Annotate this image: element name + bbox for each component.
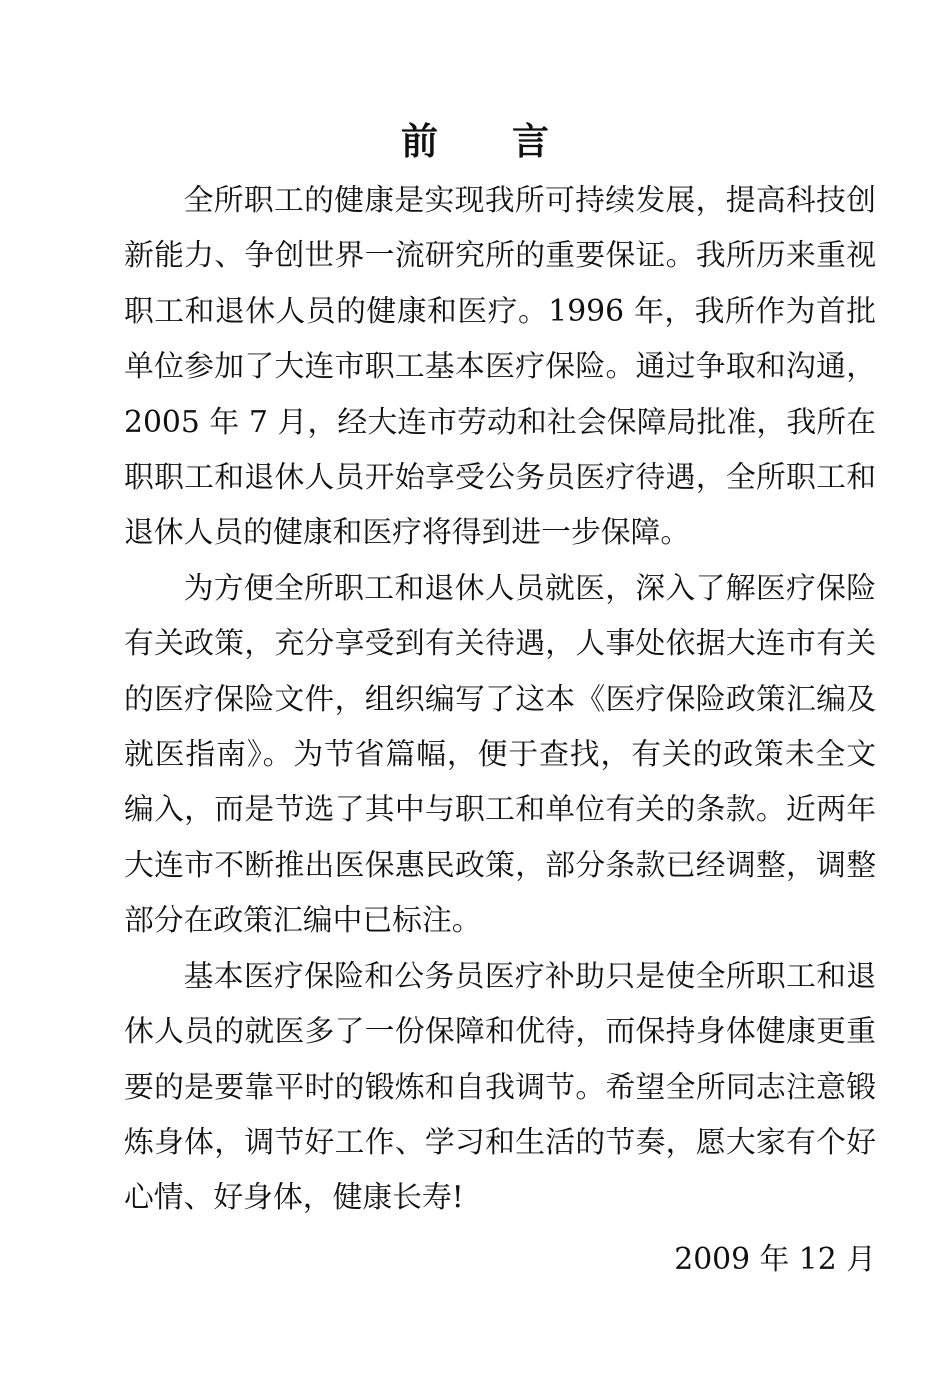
paragraph-1: 全所职工的健康是实现我所可持续发展，提高科技创新能力、争创世界一流研究所的重要保证。我所历来重视职工和退休人员的健康和医疗。1996 年，我所作为首批单位参加了大连市职工基本医疗保险。通过争取和沟通，2005 年 7 月，经大连市劳动和社会保障局批准，我所在职职工和退休人员开始享受公务员医疗待遇，全所职工和退休人员的健康和医疗将得到进一步保障。: [124, 183, 876, 551]
page-title: 前言: [401, 120, 623, 163]
paragraph-3: 基本医疗保险和公务员医疗补助只是使全所职工和退休人员的就医多了一份保障和优待，而保持身体健康更重要的是要靠平时的锻炼和自我调节。希望全所同志注意锻炼身体，调节好工作、学习和生活的节奏，愿大家有个好心情、好身体，健康长寿!: [124, 958, 876, 1216]
preface-body: [124, 173, 876, 1226]
paragraph-2: 为方便全所职工和退休人员就医，深入了解医疗保险有关政策，充分享受到有关待遇，人事处依据大连市有关的医疗保险文件，组织编写了这本《医疗保险政策汇编及就医指南》。为节省篇幅，便于查找，有关的政策未全文编入，而是节选了其中与职工和单位有关的条款。近两年大连市不断推出医保惠民政策，部分条款已经调整，调整部分在政策汇编中已标注。: [124, 570, 876, 939]
date-signature: 2009 年 12 月: [674, 1242, 876, 1277]
